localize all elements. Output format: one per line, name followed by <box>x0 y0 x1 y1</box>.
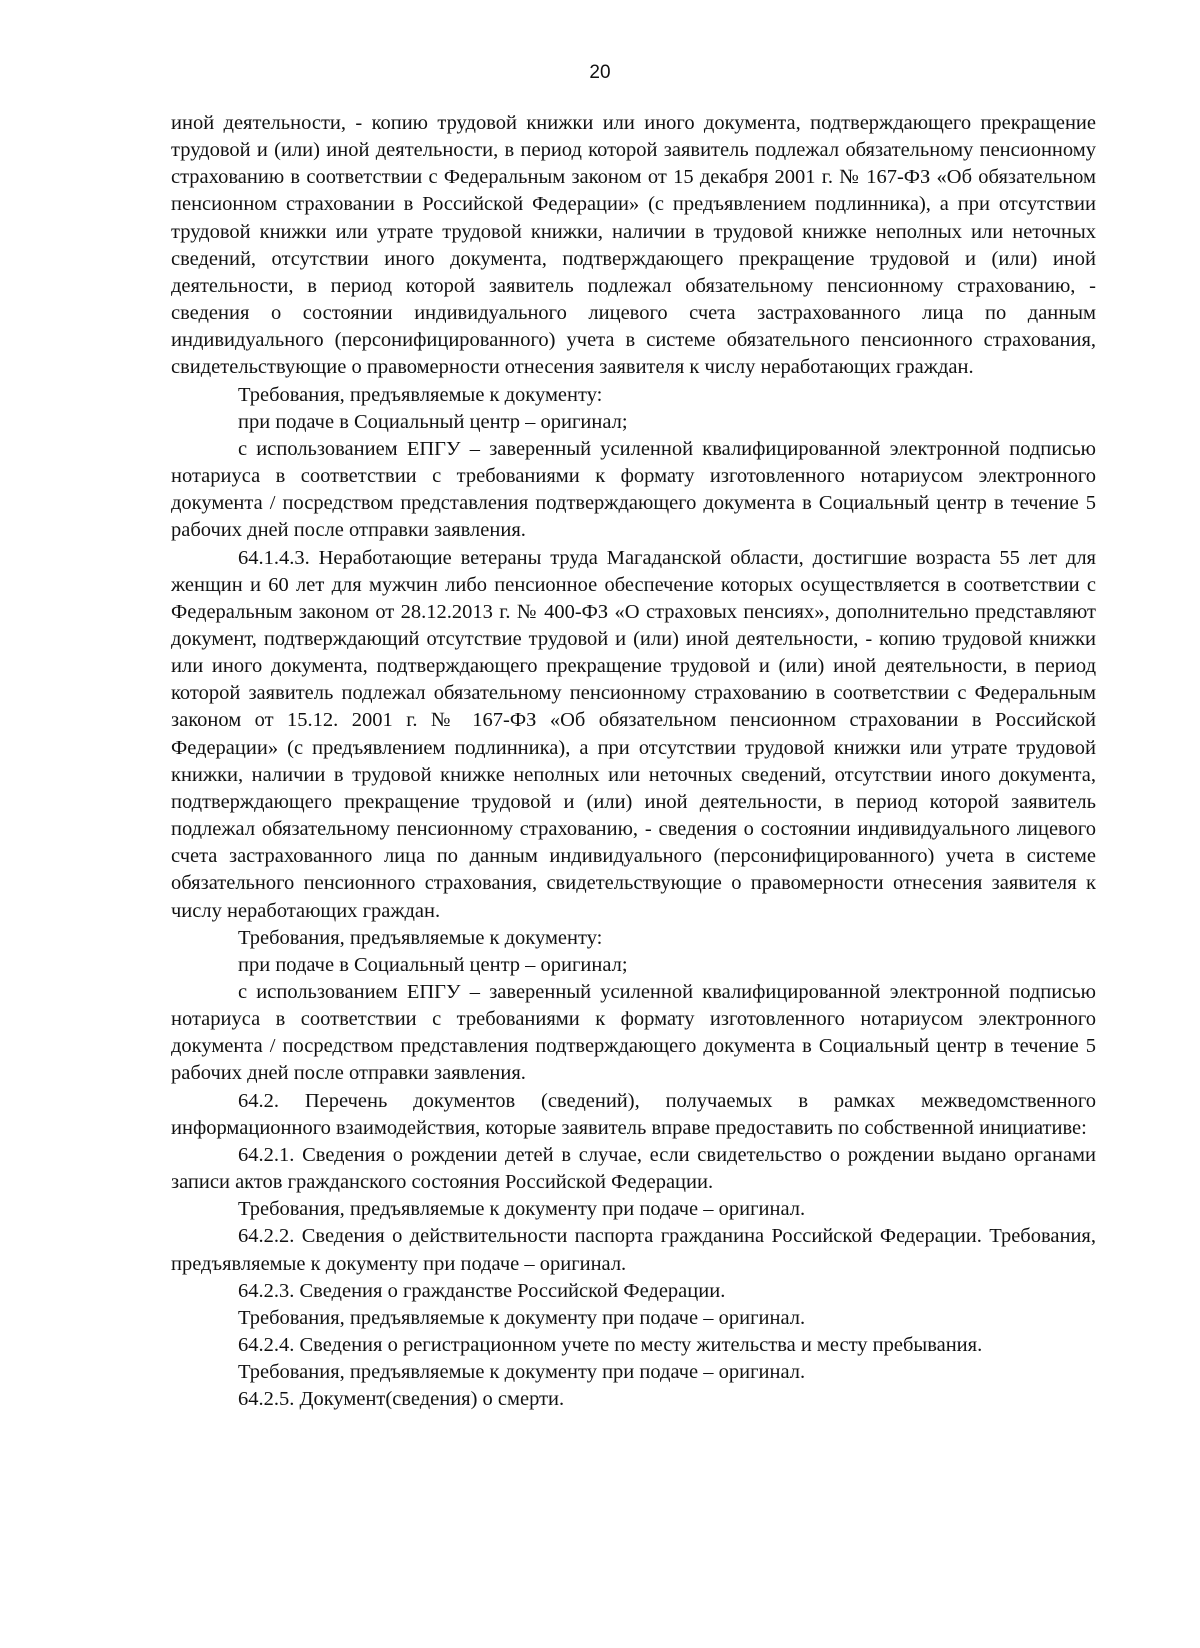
paragraph-requirements-heading: Требования, предъявляемые к документу: <box>238 926 603 949</box>
paragraph-requirement-in-person: при подаче в Социальный центр – оригинал; <box>238 410 628 433</box>
document-body <box>171 110 1096 1414</box>
paragraph-requirements-heading: Требования, предъявляемые к документу: <box>238 383 603 406</box>
paragraph-requirement-in-person: при подаче в Социальный центр – оригинал; <box>238 953 628 976</box>
paragraph-64-2-3: 64.2.3. Сведения о гражданстве Российской Федерации. <box>238 1279 726 1302</box>
paragraph-64-2-1: 64.2.1. Сведения о рождении детей в случае, если свидетельство о рождении выдано органами записи актов гражданского состояния Российской Федерации. <box>171 1143 1096 1194</box>
paragraph-requirement-original: Требования, предъявляемые к документу при подаче – оригинал. <box>238 1306 806 1329</box>
paragraph-requirement-epgu: с использованием ЕПГУ – заверенный усиленной квалифицированной электронной подписью нотариуса в соответствии с требованиями к формату изготовленного нотариусом электронного документа / посредством представления подтверждающего документа в Социальный центр в течение 5 рабочих дней после отправки заявления. <box>171 437 1096 542</box>
paragraph-intro-continuation: иной деятельности, - копию трудовой книжки или иного документа, подтверждающего прекращение трудовой и (или) иной деятельности, в период которой заявитель подлежал обязательному пенсионному страхованию в соответствии с Федеральным законом от 15 декабря 2001 г. № 167-ФЗ «Об обязательном пенсионном страховании в Российской Федерации» (с предъявлением подлинника), а при отсутствии трудовой книжки или утрате трудовой книжки, наличии в трудовой книжке неполных или неточных сведений, отсутствии иного документа, подтверждающего прекращение трудовой и (или) иной деятельности, в период которой заявитель подлежал обязательному пенсионному страхованию, - сведения о состоянии индивидуального лицевого счета застрахованного лица по данным индивидуального (персонифицированного) учета в системе обязательного пенсионного страхования, свидетельствующие о правомерности отнесения заявителя к числу неработающих граждан. <box>171 112 1096 379</box>
page-number: 20 <box>589 62 611 83</box>
paragraph-64-2-2: 64.2.2. Сведения о действительности паспорта гражданина Российской Федерации. Требования, предъявляемые к документу при подаче – оригинал. <box>171 1225 1096 1275</box>
paragraph-64-1-4-3: 64.1.4.3. Неработающие ветераны труда Магаданской области, достигшие возраста 55 лет для женщин и 60 лет для мужчин либо пенсионное обеспечение которых осуществляется в соответствии с Федеральным законом от 28.12.2013 г. № 400-ФЗ «О страховых пенсиях», дополнительно представляют документ, подтверждающий отсутствие трудовой и (или) иной деятельности, - копию трудовой книжки или иного документа, подтверждающего прекращение трудовой и (или) иной деятельности, в период которой заявитель подлежал обязательному пенсионному страхованию в соответствии с Федеральным законом от 15.12. 2001 г. № 167-ФЗ «Об обязательном пенсионном страховании в Российской Федерации» (с предъявлением подлинника), а при отсутствии трудовой книжки или утрате трудовой книжки, наличии в трудовой книжке неполных или неточных сведений, отсутствии иного документа, подтверждающего прекращение трудовой и (или) иной деятельности, в период которой заявитель подлежал обязательному пенсионному страхованию, - сведения о состоянии индивидуального лицевого счета застрахованного лица по данным индивидуального (персонифицированного) учета в системе обязательного пенсионного страхования, свидетельствующие о правомерности отнесения заявителя к числу неработающих граждан. <box>171 546 1096 922</box>
paragraph-requirement-original: Требования, предъявляемые к документу при подаче – оригинал. <box>238 1198 806 1221</box>
paragraph-64-2-4: 64.2.4. Сведения о регистрационном учете по месту жительства и месту пребывания. <box>238 1334 983 1357</box>
paragraph-requirement-original: Требования, предъявляемые к документу при подаче – оригинал. <box>238 1361 806 1384</box>
paragraph-64-2: 64.2. Перечень документов (сведений), получаемых в рамках межведомственного информационного взаимодействия, которые заявитель вправе предоставить по собственной инициативе: <box>171 1089 1096 1139</box>
paragraph-requirement-epgu: с использованием ЕПГУ – заверенный усиленной квалифицированной электронной подписью нотариуса в соответствии с требованиями к формату изготовленного нотариусом электронного документа / посредством представления подтверждающего документа в Социальный центр в течение 5 рабочих дней после отправки заявления. <box>171 981 1096 1085</box>
paragraph-64-2-5: 64.2.5. Документ(сведения) о смерти. <box>238 1388 565 1411</box>
